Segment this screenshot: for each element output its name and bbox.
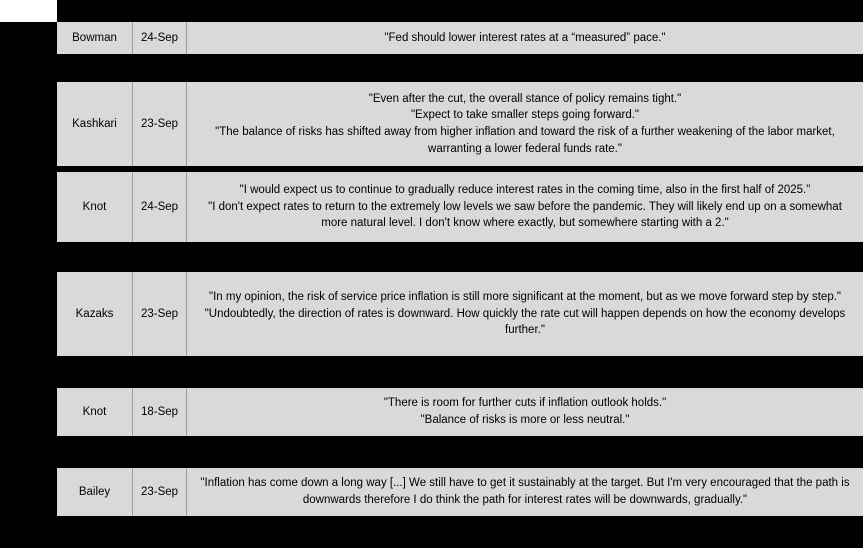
speaker-cell: Knot xyxy=(57,388,133,436)
quote-cell xyxy=(187,172,863,242)
date-cell: 18-Sep xyxy=(133,388,187,436)
blank-white-box xyxy=(0,0,57,22)
speaker-cell: Kashkari xyxy=(57,82,133,166)
table-row xyxy=(57,468,863,516)
quote-line: "In my opinion, the risk of service price inflation is still more significant at the moment, but as we move forward step by step." xyxy=(209,290,841,303)
table-row xyxy=(57,172,863,242)
quote-cell xyxy=(187,468,863,516)
quote-line: "I don't expect rates to return to the extremely low levels we saw before the pandemic. They will likely end up on a somewhat more natural level. I don't know where exactly, but somewhere starting with a 2." xyxy=(208,200,842,230)
quote-cell xyxy=(187,22,863,54)
speaker-cell: Bailey xyxy=(57,468,133,516)
table-row xyxy=(57,22,863,54)
quote-line: "There is room for further cuts if inflation outlook holds." xyxy=(383,397,667,410)
row-spacer xyxy=(57,436,863,468)
row-spacer xyxy=(57,242,863,272)
quote-line: "Fed should lower interest rates at a “measured” pace." xyxy=(384,31,666,44)
speaker-cell: Kazaks xyxy=(57,272,133,356)
quote-cell xyxy=(187,82,863,166)
table-row xyxy=(57,388,863,436)
row-spacer xyxy=(57,54,863,82)
date-cell: 24-Sep xyxy=(133,172,187,242)
quote-line: "I would expect us to continue to gradually reduce interest rates in the coming time, also in the first half of 2025." xyxy=(239,183,811,196)
table-row xyxy=(57,82,863,166)
quote-line: "Inflation has come down a long way [...] We still have to get it sustainably at the target. But I'm very encouraged that the path is downwards therefore I do think the path for interest rates will be downwards, gradually." xyxy=(200,477,850,506)
quote-line: "Expect to take smaller steps going forward." xyxy=(410,109,640,122)
quote-cell xyxy=(187,272,863,356)
quotes-table xyxy=(57,22,863,516)
row-spacer xyxy=(57,356,863,388)
speaker-cell: Bowman xyxy=(57,22,133,54)
date-cell: 23-Sep xyxy=(133,272,187,356)
speaker-cell: Knot xyxy=(57,172,133,242)
quote-cell xyxy=(187,388,863,436)
date-cell: 24-Sep xyxy=(133,22,187,54)
quote-line: "The balance of risks has shifted away from higher inflation and toward the risk of a further weakening of the labor market, warranting a lower federal funds rate." xyxy=(215,126,835,155)
quote-line: "Undoubtedly, the direction of rates is downward. How quickly the rate cut will happen depends on how the economy develops further." xyxy=(204,307,846,337)
table-row xyxy=(57,272,863,356)
date-cell: 23-Sep xyxy=(133,82,187,166)
quote-line: "Balance of risks is more or less neutral." xyxy=(420,414,630,426)
quote-line: "Even after the cut, the overall stance of policy remains tight." xyxy=(368,92,682,105)
date-cell: 23-Sep xyxy=(133,468,187,516)
